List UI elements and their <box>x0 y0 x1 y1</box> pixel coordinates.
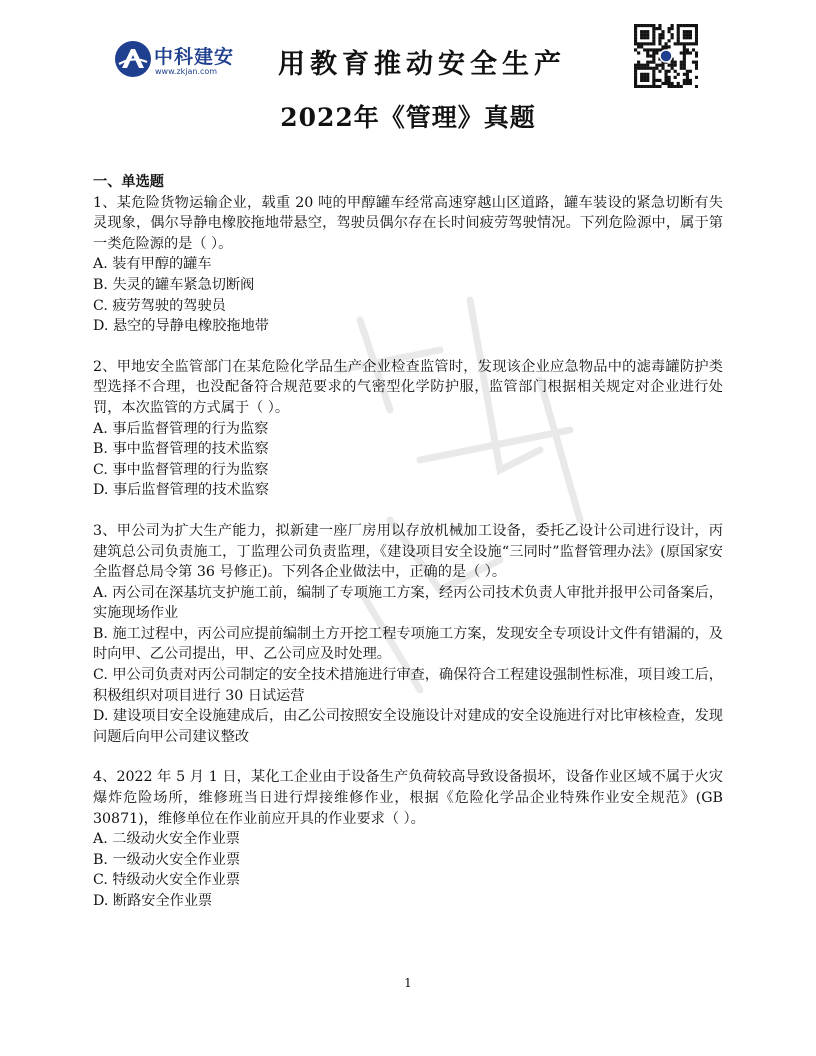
logo-mark-icon <box>114 40 152 78</box>
slogan: 用教育推动安全生产 <box>278 49 566 80</box>
option-c: C. 疲劳驾驶的驾驶员 <box>93 297 226 314</box>
option-a: A. 丙公司在深基坑支护施工前，编制了专项施工方案，经丙公司技术负责人审批并报甲公司备案后，实施现场作业 <box>93 584 723 622</box>
logo-name: 中科建安 <box>154 46 235 68</box>
question-stem: 3、甲公司为扩大生产能力，拟新建一座厂房用以存放机械加工设备，委托乙设计公司进行设计，丙建筑总公司负责施工，丁监理公司负责监理，《建设项目安全设施“三同时”监督管理办法》(原国家安全监督总局令第 36 号修正)。下列各企业做法中，正确的是（ ）。 <box>93 522 723 581</box>
section-heading: 一、单选题 <box>93 174 164 190</box>
option-b: B. 一级动火安全作业票 <box>93 851 241 868</box>
option-d: D. 事后监督管理的技术监察 <box>93 482 269 499</box>
option-a: A. 装有甲醇的罐车 <box>93 256 212 273</box>
company-logo <box>114 40 244 80</box>
option-b: B. 失灵的罐车紧急切断阀 <box>93 276 255 293</box>
question-stem: 2、甲地安全监管部门在某危险化学品生产企业检查监管时，发现该企业应急物品中的滤毒罐防护类型选择不合理，也没配备符合规范要求的气密型化学防护服，监管部门根据相关规定对企业进行处罚，本次监管的方式属于（ ）。 <box>93 358 723 416</box>
option-d: D. 断路安全作业票 <box>93 893 213 909</box>
option-c: C. 甲公司负责对丙公司制定的安全技术措施进行审查，确保符合工程建设强制性标准，项目竣工后，积极组织对项目进行 30 日试运营 <box>93 667 723 704</box>
option-c: C. 特级动火安全作业票 <box>93 872 241 889</box>
option-d: D. 建设项目安全设施建成后，由乙公司按照安全设施设计对建成的安全设施进行对比审核检查，发现问题后向甲公司建议整改 <box>93 708 723 745</box>
option-a: A. 二级动火安全作业票 <box>93 831 240 848</box>
question-block <box>93 193 723 337</box>
option-d: D. 悬空的导静电橡胶拖地带 <box>93 318 269 335</box>
page-number: 1 <box>404 976 412 990</box>
option-a: A. 事后监督管理的行为监察 <box>93 420 269 437</box>
question-block <box>93 357 723 501</box>
exam-content <box>93 172 723 912</box>
question-block <box>93 767 723 911</box>
question-stem: 4、2022 年 5 月 1 日，某化工企业由于设备生产负荷较高导致设备损坏，设备作业区域不属于火灾爆炸危险场所，维修班当日进行焊接维修作业，根据《危险化学品企业特殊作业安全规范》(GB 30871)，维修单位在作业前应开具的作业要求（ ）。 <box>93 769 723 827</box>
option-b: B. 施工过程中，丙公司应提前编制土方开挖工程专项施工方案，发现安全专项设计文件有错漏的，及时向甲、乙公司提出，甲、乙公司应及时处理。 <box>93 625 723 663</box>
option-b: B. 事中监督管理的技术监察 <box>93 441 269 458</box>
question-block <box>93 521 723 748</box>
page-title: 2022年《管理》真题 <box>280 103 536 132</box>
logo-url: www.zkjan.com <box>155 67 218 76</box>
page-header <box>0 0 816 100</box>
option-c: C. 事中监督管理的行为监察 <box>93 461 269 478</box>
qr-code-icon <box>634 24 698 88</box>
question-stem: 1、某危险货物运输企业，载重 20 吨的甲醇罐车经常高速穿越山区道路，罐车装设的紧急切断有失灵现象，偶尔导静电橡胶拖地带悬空，驾驶员偶尔存在长时间疲劳驾驶情况。下列危险源中，属于第一类危险源的是（ ）。 <box>93 194 723 252</box>
